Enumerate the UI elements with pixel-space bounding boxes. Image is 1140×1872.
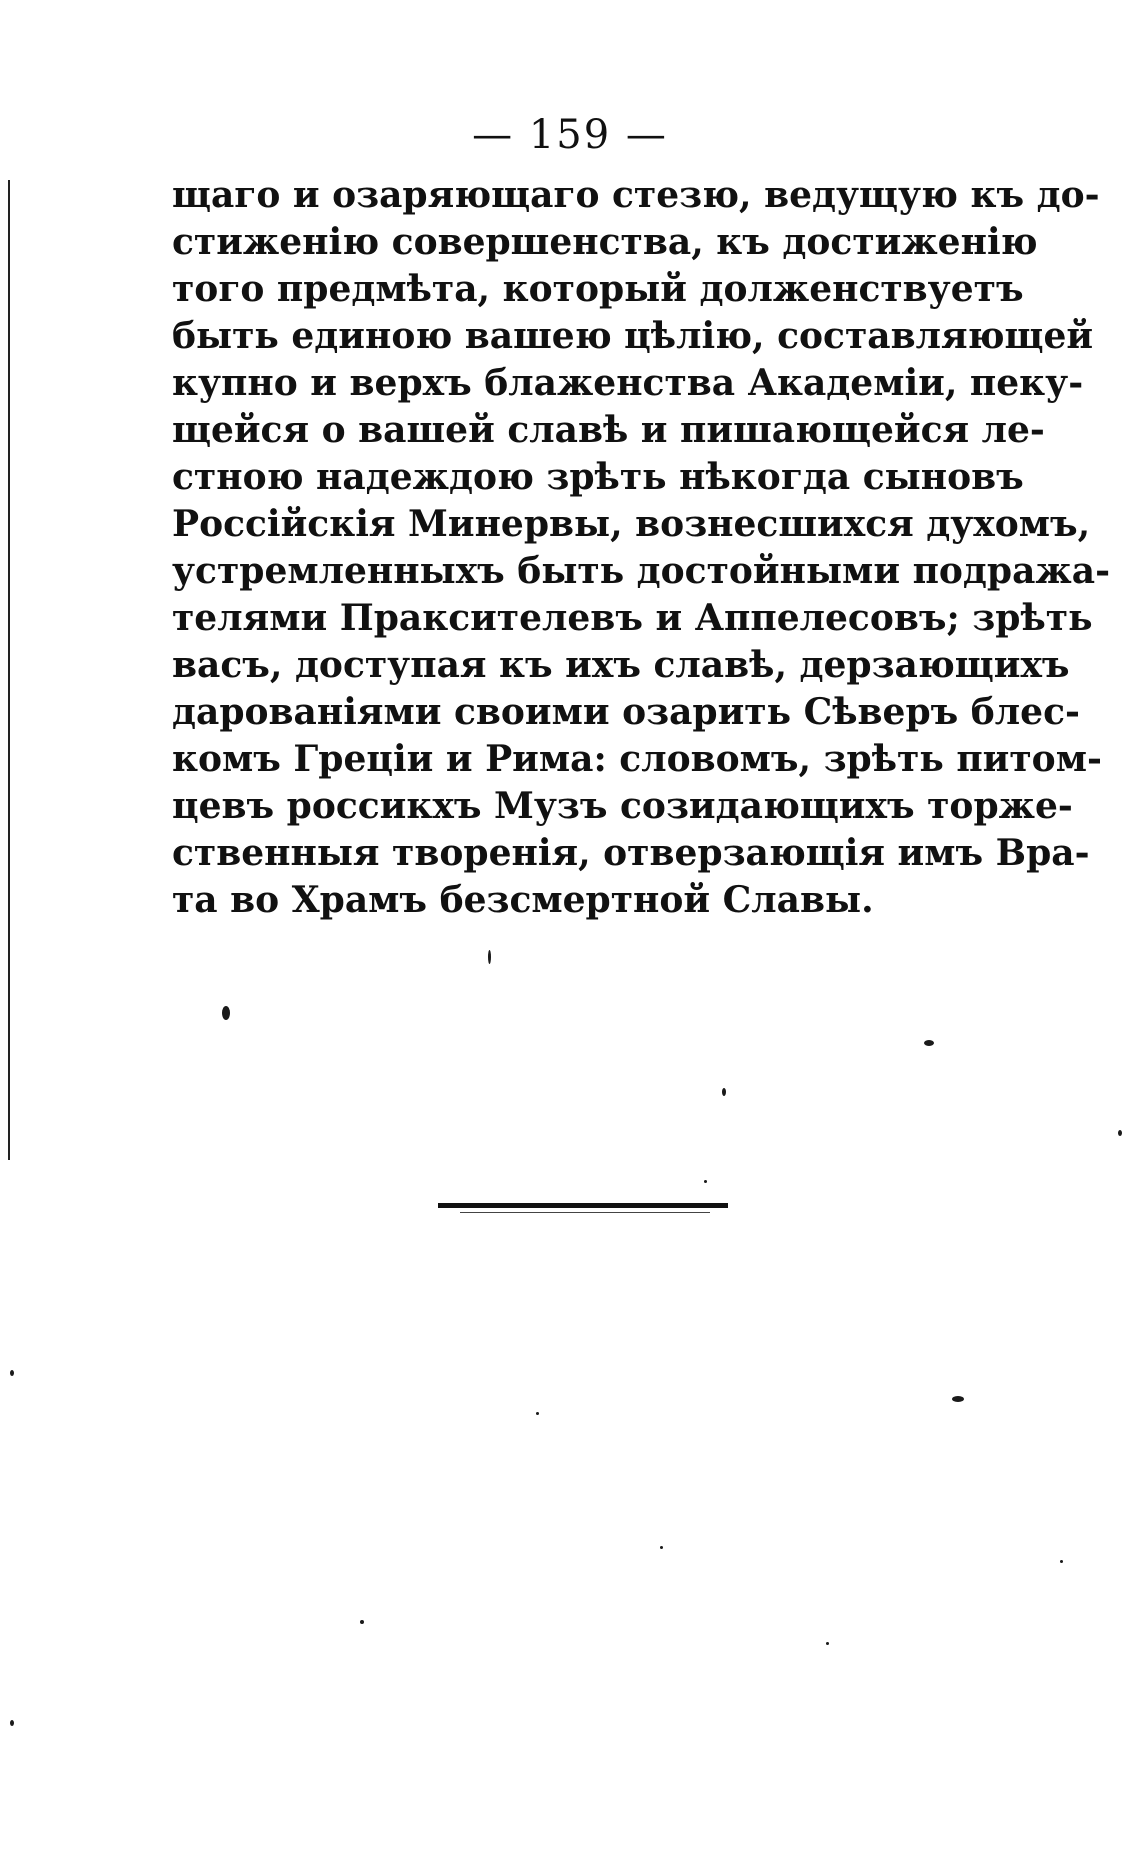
text-line: щейся о вашей славѣ и пишающейся ле- xyxy=(172,409,1045,451)
page-number: — 159 — xyxy=(472,112,668,158)
text-line: устремленныхъ быть достойными подража- xyxy=(172,550,1111,592)
text-line: комъ Греціи и Рима: словомъ, зрѣть питом- xyxy=(172,738,1102,780)
ink-speck xyxy=(660,1546,663,1549)
text-line: дарованіями своими озарить Сѣверъ блес- xyxy=(172,691,1080,733)
ink-speck xyxy=(222,1006,230,1020)
ink-speck xyxy=(10,1370,14,1376)
text-line: цевъ россикхъ Музъ созидающихъ торже- xyxy=(172,785,1073,827)
text-line: Россійскія Минервы, вознесшихся духомъ, xyxy=(172,503,1091,545)
text-line: того предмѣта, который долженствуетъ xyxy=(172,268,1024,310)
ink-speck xyxy=(536,1412,539,1415)
ink-speck xyxy=(722,1088,726,1096)
text-line: ственныя творенія, отверзающія имъ Вра- xyxy=(172,832,1090,874)
ink-speck xyxy=(952,1396,964,1402)
ink-speck xyxy=(360,1620,364,1624)
ink-speck xyxy=(704,1180,707,1183)
text-line: быть единою вашею цѣлію, составляющей xyxy=(172,315,1094,357)
end-rule xyxy=(438,1203,728,1208)
text-line: та во Храмъ безсмертной Славы. xyxy=(172,879,874,921)
body-text xyxy=(172,172,1111,924)
ink-speck xyxy=(488,950,491,964)
text-line: стною надеждою зрѣть нѣкогда сыновъ xyxy=(172,456,1024,498)
ink-speck xyxy=(10,1720,14,1726)
text-line: васъ, доступая къ ихъ славѣ, дерзающихъ xyxy=(172,644,1070,686)
end-rule-thin xyxy=(460,1212,710,1213)
text-line: телями Праксителевъ и Аппелесовъ; зрѣть xyxy=(172,597,1093,639)
left-margin-line xyxy=(8,180,10,1160)
ink-speck xyxy=(826,1642,829,1645)
ink-speck xyxy=(924,1040,934,1046)
ink-speck xyxy=(1060,1560,1063,1563)
ink-speck xyxy=(1118,1130,1122,1136)
text-line: стиженію совершенства, къ достиженію xyxy=(172,221,1038,263)
text-line: купно и верхъ блаженства Академіи, пеку- xyxy=(172,362,1084,404)
text-line: щаго и озаряющаго стезю, ведущую къ до- xyxy=(172,174,1100,216)
